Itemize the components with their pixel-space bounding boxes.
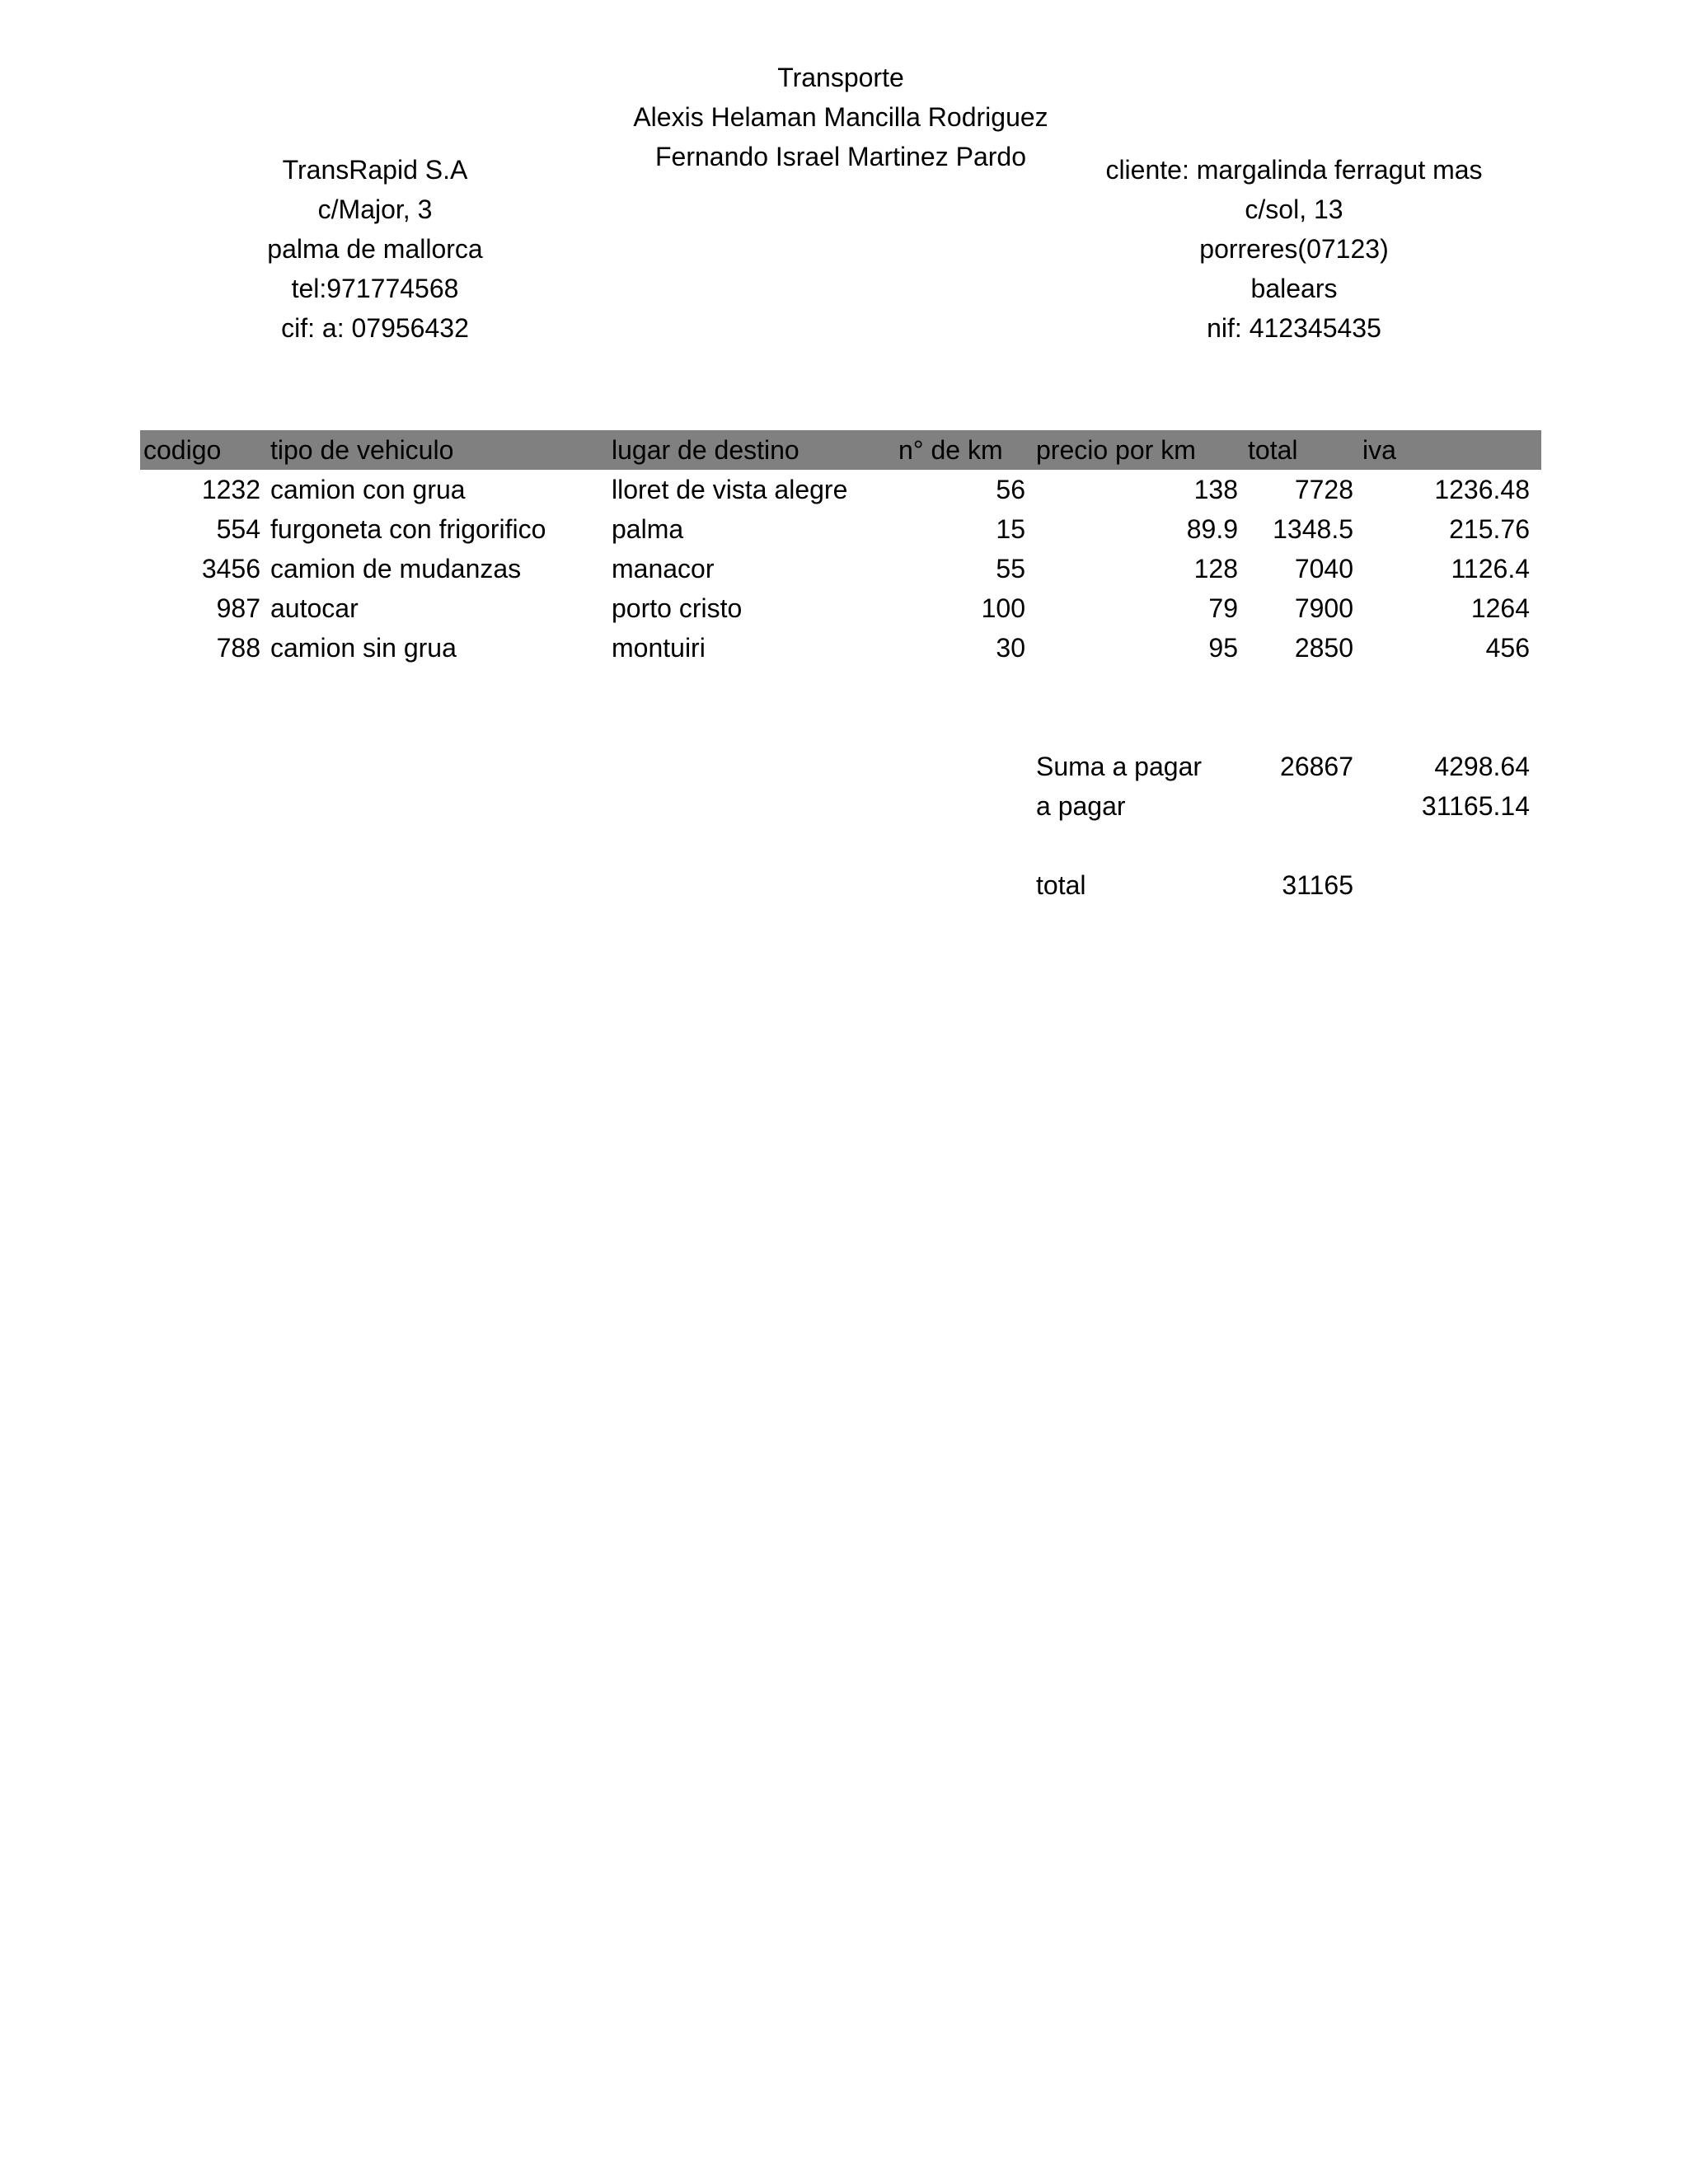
cell-destino: manacor — [612, 554, 715, 583]
cell-total: 7728 — [1294, 475, 1353, 504]
document-title: Transporte — [777, 63, 904, 92]
cell-iva: 456 — [1485, 633, 1530, 663]
cell-tipo: camion de mudanzas — [270, 554, 522, 583]
author-name-2: Fernando Israel Martinez Pardo — [655, 142, 1026, 171]
company-info-block — [206, 150, 544, 348]
cell-total: 2850 — [1294, 633, 1353, 663]
table-row — [0, 549, 1688, 588]
cell-iva: 1236.48 — [1434, 475, 1530, 504]
document-title-block — [577, 58, 1104, 176]
summary-row-apagar — [0, 786, 1688, 826]
cell-precio: 128 — [1193, 554, 1238, 583]
header-total: total — [1248, 435, 1298, 465]
cell-precio: 95 — [1208, 633, 1238, 663]
suma-label: Suma a pagar — [1036, 752, 1203, 781]
cell-km: 15 — [996, 514, 1025, 544]
cell-destino: montuiri — [612, 633, 706, 663]
cell-iva: 1126.4 — [1451, 554, 1530, 583]
total-value: 31165 — [1282, 870, 1353, 900]
cell-km: 100 — [981, 593, 1025, 623]
cell-precio: 79 — [1208, 593, 1238, 623]
cell-iva: 1264 — [1470, 593, 1530, 623]
header-precio-km: precio por km — [1036, 435, 1196, 465]
client-region: balears — [1250, 274, 1338, 303]
table-row — [0, 470, 1688, 509]
cell-total: 1348.5 — [1273, 514, 1353, 544]
cell-tipo: autocar — [270, 593, 359, 623]
cell-km: 55 — [996, 554, 1025, 583]
cell-tipo: furgoneta con frigorifico — [270, 514, 546, 544]
cell-destino: porto cristo — [612, 593, 743, 623]
client-info-block — [1063, 150, 1525, 348]
cell-total: 7040 — [1294, 554, 1353, 583]
table-row — [0, 628, 1688, 668]
company-name: TransRapid S.A — [282, 155, 468, 185]
summary-row-total — [0, 865, 1688, 905]
client-city: porreres(07123) — [1199, 234, 1389, 264]
cell-iva: 215.76 — [1449, 514, 1530, 544]
cell-codigo: 3456 — [201, 554, 260, 583]
cell-total: 7900 — [1294, 593, 1353, 623]
apagar-value: 31165.14 — [1421, 791, 1530, 821]
suma-iva: 4298.64 — [1434, 752, 1530, 781]
company-phone: tel:971774568 — [291, 274, 459, 303]
cell-codigo: 788 — [216, 633, 260, 663]
cell-km: 56 — [996, 475, 1025, 504]
table-row — [0, 509, 1688, 549]
header-lugar-destino: lugar de destino — [612, 435, 799, 465]
cell-codigo: 1232 — [201, 475, 260, 504]
apagar-label: a pagar — [1036, 791, 1126, 821]
header-num-km: n° de km — [898, 435, 1003, 465]
company-city: palma de mallorca — [267, 234, 483, 264]
cell-destino: palma — [612, 514, 684, 544]
cell-destino: lloret de vista alegre — [612, 475, 848, 504]
table-header — [140, 430, 1541, 470]
header-iva: iva — [1362, 435, 1396, 465]
cell-km: 30 — [996, 633, 1025, 663]
total-label: total — [1036, 870, 1086, 900]
header-tipo-vehiculo: tipo de vehiculo — [270, 435, 454, 465]
cell-tipo: camion sin grua — [270, 633, 457, 663]
cell-codigo: 554 — [216, 514, 260, 544]
client-name: cliente: margalinda ferragut mas — [1105, 155, 1483, 185]
header-codigo: codigo — [143, 435, 222, 465]
author-name-1: Alexis Helaman Mancilla Rodriguez — [633, 102, 1048, 132]
suma-total: 26867 — [1280, 752, 1353, 781]
table-row — [0, 588, 1688, 628]
cell-codigo: 987 — [216, 593, 260, 623]
cell-precio: 89.9 — [1186, 514, 1238, 544]
company-address: c/Major, 3 — [317, 194, 433, 224]
summary-row-suma — [0, 747, 1688, 786]
client-address: c/sol, 13 — [1245, 194, 1343, 224]
cell-tipo: camion con grua — [270, 475, 466, 504]
cell-precio: 138 — [1193, 475, 1238, 504]
company-cif: cif: a: 07956432 — [281, 313, 469, 343]
client-nif: nif: 412345435 — [1207, 313, 1381, 343]
